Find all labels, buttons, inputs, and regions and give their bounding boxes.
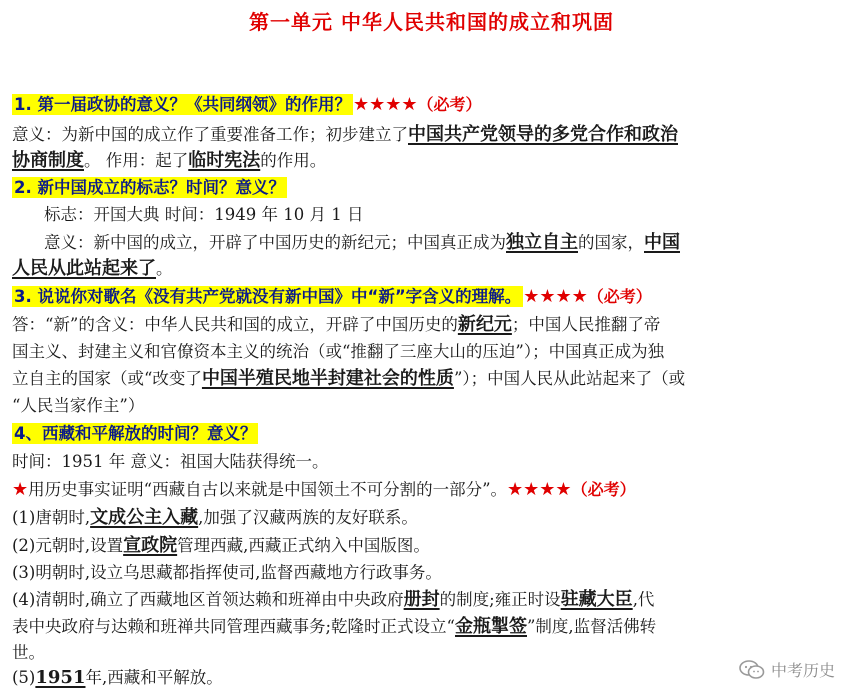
answer-2-line-1: 标志：开国大典 时间：1949 年 10 月 1 日 xyxy=(44,205,364,224)
question-1-line xyxy=(12,92,482,118)
point-4-line-2: 表中央政府与达赖和班禅共同管理西藏事务;乾隆时正式设立“金瓶掣签”制度,监督活佛转 xyxy=(12,616,657,637)
key-term: 中国共产党领导的多党合作和政治 xyxy=(408,124,678,145)
answer-1-line-2: 协商制度。 作用：起了临时宪法的作用。 xyxy=(12,150,327,171)
point-3: (3)明朝时,设立乌思藏都指挥使司,监督西藏地方行政事务。 xyxy=(12,563,442,582)
key-term: 册封 xyxy=(403,589,440,610)
page-title: 第一单元 中华人民共和国的成立和巩固 xyxy=(249,10,614,34)
answer-3-line-4: “人民当家作主”） xyxy=(12,396,145,415)
key-term: 协商制度 xyxy=(12,150,84,171)
key-term: 独立自主 xyxy=(506,232,578,253)
key-term: 驻藏大臣 xyxy=(560,589,633,610)
answer-3-line-2: 国主义、封建主义和官僚资本主义的统治（或“推翻了三座大山的压迫”）；中国真正成为独 xyxy=(12,342,665,361)
key-term: 人民从此站起来了 xyxy=(12,258,156,279)
star-rating-icon: ★★★★ xyxy=(523,286,588,307)
star-icon: ★ xyxy=(12,479,29,500)
answer-1-line-1: 意义：为新中国的成立作了重要准备工作；初步建立了中国共产党领导的多党合作和政治 xyxy=(12,124,678,145)
answer-3-line-3: 立自主的国家（或“改变了中国半殖民地半封建社会的性质”）；中国人民从此站起来了（或 xyxy=(12,368,686,389)
wechat-icon xyxy=(739,660,765,680)
question-2: 2. 新中国成立的标志？时间？意义？ xyxy=(14,178,285,197)
key-term: 金瓶掣签 xyxy=(455,616,527,637)
key-term: 1951 xyxy=(35,667,86,688)
question-3: 3. 说说你对歌名《没有共产党就没有新中国》中“新”字含义的理解。 xyxy=(14,287,522,306)
must-test-label: （必考） xyxy=(587,287,652,306)
answer-4-line-2: ★用历史事实证明“西藏自古以来就是中国领土不可分割的一部分”。★★★★（必考） xyxy=(12,479,636,500)
point-4-line-3: 世。 xyxy=(12,643,45,662)
question-3-line xyxy=(12,284,652,310)
key-term: 宣政院 xyxy=(123,535,178,556)
star-rating-icon: ★★★★ xyxy=(507,479,572,500)
point-4-line-1: (4)清朝时,确立了西藏地区首领达赖和班禅由中央政府册封的制度;雍正时设驻藏大臣,代 xyxy=(12,589,655,610)
point-5: (5)1951年,西藏和平解放。 xyxy=(12,667,223,688)
answer-2-line-3: 人民从此站起来了。 xyxy=(12,258,173,279)
answer-2-line-2: 意义：新中国的成立，开辟了中国历史的新纪元；中国真正成为独立自主的国家，中国 xyxy=(44,232,680,253)
key-term: 中国 xyxy=(644,232,680,253)
key-term: 新纪元 xyxy=(457,314,512,335)
question-2-line xyxy=(12,175,287,201)
point-1: (1)唐朝时,文成公主入藏,加强了汉藏两族的友好联系。 xyxy=(12,507,418,528)
must-test-label: （必考） xyxy=(571,480,636,499)
question-4-line xyxy=(12,421,258,447)
key-term: 文成公主入藏 xyxy=(90,507,199,528)
must-test-label: （必考） xyxy=(417,95,482,114)
watermark xyxy=(739,658,835,681)
answer-3-line-1: 答：“新”的含义：中华人民共和国的成立，开辟了中国历史的新纪元；中国人民推翻了帝 xyxy=(12,314,661,335)
question-4: 4、西藏和平解放的时间？意义？ xyxy=(14,424,257,443)
point-2: (2)元朝时,设置宣政院管理西藏,西藏正式纳入中国版图。 xyxy=(12,535,430,556)
key-term: 中国半殖民地半封建社会的性质 xyxy=(201,368,454,389)
key-term: 临时宪法 xyxy=(188,150,261,171)
answer-4-line-1: 时间：1951 年 意义：祖国大陆获得统一。 xyxy=(12,452,329,471)
watermark-text: 中考历史 xyxy=(770,661,835,680)
star-rating-icon: ★★★★ xyxy=(353,94,418,115)
question-1: 1. 第一届政协的意义？《共同纲领》的作用？ xyxy=(14,95,351,114)
